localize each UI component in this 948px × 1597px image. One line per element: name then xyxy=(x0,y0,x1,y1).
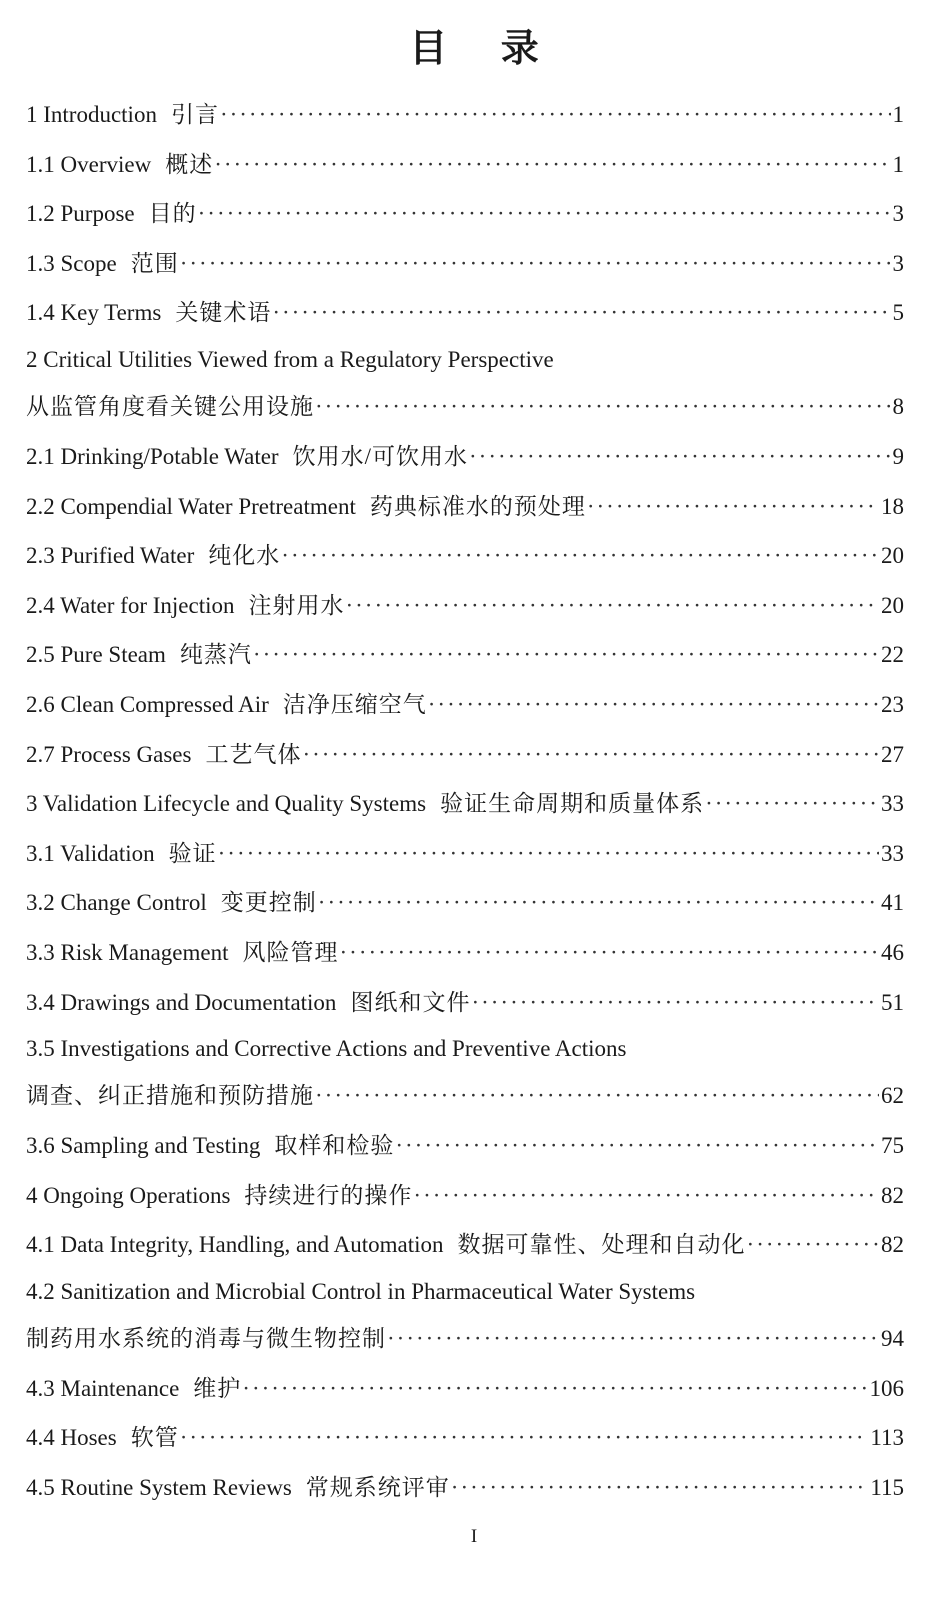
entry-english-title: 4 Ongoing Operations xyxy=(26,1182,231,1208)
entry-page-number: 20 xyxy=(881,592,904,618)
entry-english-title: 2 Critical Utilities Viewed from a Regulatory Perspective xyxy=(26,346,554,372)
toc-entry[interactable] xyxy=(26,140,904,190)
entry-chinese-title: 图纸和文件 xyxy=(350,989,471,1015)
entry-chinese-title: 关键术语 xyxy=(175,300,272,326)
entry-chinese-title: 引言 xyxy=(170,102,219,127)
entry-page-number: 62 xyxy=(881,1083,904,1109)
dot-leader xyxy=(387,1314,879,1364)
dot-leader xyxy=(413,1171,879,1221)
dot-leader xyxy=(587,482,879,532)
entry-page-number: 9 xyxy=(892,443,904,469)
entry-chinese-title: 常规系统评审 xyxy=(305,1475,450,1501)
entry-chinese-title: 注射用水 xyxy=(248,592,345,618)
toc-entry[interactable] xyxy=(26,1121,904,1171)
entry-english-title: 3.5 Investigations and Corrective Actions and Preventive Actions xyxy=(26,1036,627,1062)
entry-page-number: 115 xyxy=(870,1475,904,1501)
entry-english-title: 3.6 Sampling and Testing xyxy=(26,1133,261,1159)
entry-page-number: 1 xyxy=(892,102,904,127)
entry-chinese-title: 持续进行的操作 xyxy=(244,1182,413,1208)
entry-page-number: 82 xyxy=(881,1232,904,1258)
entry-page-number: 3 xyxy=(892,250,904,276)
dot-leader xyxy=(214,140,890,190)
dot-leader xyxy=(318,878,879,928)
toc-entry-two-line[interactable] xyxy=(26,338,904,432)
dot-leader xyxy=(428,680,879,730)
entry-chinese-title: 概述 xyxy=(165,151,214,177)
entry-chinese-title: 调查、纠正措施和预防措施 xyxy=(26,1083,314,1109)
entry-chinese-title: 制药用水系统的消毒与微生物控制 xyxy=(26,1325,386,1351)
dot-leader xyxy=(345,581,879,631)
entry-english-title: 1.3 Scope xyxy=(26,250,117,276)
entry-english-title: 3.1 Validation xyxy=(26,840,155,866)
entry-english-title: 3.2 Change Control xyxy=(26,890,207,916)
entry-chinese-title: 维护 xyxy=(193,1375,242,1401)
entry-page-number: 33 xyxy=(881,791,904,817)
entry-chinese-title: 风险管理 xyxy=(242,939,339,965)
dot-leader xyxy=(253,630,879,680)
entry-english-title: 3.3 Risk Management xyxy=(26,939,229,965)
entry-page-number: 33 xyxy=(881,840,904,866)
entry-english-title: 4.2 Sanitization and Microbial Control in Pharmaceutical Water Systems xyxy=(26,1278,696,1304)
toc-entry[interactable] xyxy=(26,630,904,680)
entry-chinese-title: 目的 xyxy=(148,201,197,227)
entry-page-number: 106 xyxy=(869,1375,904,1401)
entry-page-number: 27 xyxy=(881,741,904,767)
entry-english-title: 2.7 Process Gases xyxy=(26,741,192,767)
toc-title: 目 录 xyxy=(409,28,561,70)
entry-chinese-title: 数据可靠性、处理和自动化 xyxy=(457,1232,746,1258)
toc-entry[interactable] xyxy=(26,531,904,581)
toc-entry[interactable] xyxy=(26,978,904,1028)
toc-entry[interactable] xyxy=(26,928,904,978)
entry-english-title: 4.3 Maintenance xyxy=(26,1375,180,1401)
dot-leader xyxy=(469,432,891,482)
toc-entry[interactable] xyxy=(26,1171,904,1221)
toc-entry[interactable] xyxy=(26,288,904,338)
toc-list xyxy=(26,90,904,1513)
dot-leader xyxy=(281,531,879,581)
entry-chinese-title: 从监管角度看关键公用设施 xyxy=(26,393,314,419)
entry-chinese-title: 取样和检验 xyxy=(274,1133,395,1159)
toc-entry[interactable] xyxy=(26,432,904,482)
dot-leader xyxy=(302,730,879,780)
toc-entry[interactable] xyxy=(26,730,904,780)
entry-chinese-title: 药典标准水的预处理 xyxy=(369,493,586,519)
toc-entry[interactable] xyxy=(26,482,904,532)
toc-entry[interactable] xyxy=(26,878,904,928)
toc-entry[interactable] xyxy=(26,581,904,631)
dot-leader xyxy=(340,928,880,978)
entry-chinese-title: 纯蒸汽 xyxy=(179,642,252,668)
entry-english-title: 2.1 Drinking/Potable Water xyxy=(26,443,279,469)
entry-english-title: 2.2 Compendial Water Pretreatment xyxy=(26,493,356,519)
entry-chinese-title: 范围 xyxy=(130,250,179,276)
dot-leader xyxy=(218,829,879,879)
entry-english-title: 3 Validation Lifecycle and Quality Systems xyxy=(26,791,427,817)
entry-english-title: 2.4 Water for Injection xyxy=(26,592,235,618)
dot-leader xyxy=(395,1121,879,1171)
entry-english-title: 1.1 Overview xyxy=(26,151,152,177)
entry-english-title: 1.4 Key Terms xyxy=(26,300,162,326)
toc-entry-two-line[interactable] xyxy=(26,1027,904,1121)
page-folio: I xyxy=(470,1526,478,1547)
dot-leader xyxy=(180,239,891,289)
dot-leader xyxy=(198,189,891,239)
dot-leader xyxy=(705,779,879,829)
dot-leader xyxy=(242,1364,867,1414)
toc-entry[interactable] xyxy=(26,1364,904,1414)
entry-page-number: 20 xyxy=(881,543,904,569)
dot-leader xyxy=(471,978,879,1028)
entry-chinese-title: 验证生命周期和质量体系 xyxy=(440,791,705,817)
toc-entry[interactable] xyxy=(26,90,904,140)
entry-page-number: 113 xyxy=(870,1425,904,1451)
entry-english-title: 3.4 Drawings and Documentation xyxy=(26,989,337,1015)
toc-entry-two-line[interactable] xyxy=(26,1270,904,1364)
entry-page-number: 51 xyxy=(881,989,904,1015)
toc-entry[interactable] xyxy=(26,1413,904,1463)
entry-page-number: 23 xyxy=(881,691,904,717)
entry-page-number: 5 xyxy=(892,300,904,326)
dot-leader xyxy=(220,90,891,140)
dot-leader xyxy=(272,288,890,338)
entry-page-number: 22 xyxy=(881,642,904,668)
entry-english-title: 4.5 Routine System Reviews xyxy=(26,1475,292,1501)
entry-chinese-title: 工艺气体 xyxy=(205,741,302,767)
entry-page-number: 41 xyxy=(881,890,904,916)
toc-entry[interactable] xyxy=(26,829,904,879)
entry-chinese-title: 纯化水 xyxy=(208,543,281,569)
entry-english-title: 2.3 Purified Water xyxy=(26,543,195,569)
toc-entry[interactable] xyxy=(26,779,904,829)
entry-chinese-title: 饮用水/可饮用水 xyxy=(292,443,468,469)
entry-page-number: 18 xyxy=(881,493,904,519)
entry-chinese-title: 洁净压缩空气 xyxy=(282,691,427,717)
dot-leader xyxy=(180,1413,869,1463)
dot-leader xyxy=(315,382,891,432)
toc-entry[interactable] xyxy=(26,1463,904,1513)
toc-entry[interactable] xyxy=(26,189,904,239)
entry-page-number: 3 xyxy=(892,201,904,227)
entry-page-number: 1 xyxy=(892,151,904,177)
entry-chinese-title: 验证 xyxy=(168,840,217,866)
entry-page-number: 94 xyxy=(881,1325,904,1351)
entry-page-number: 46 xyxy=(881,939,904,965)
toc-entry[interactable] xyxy=(26,239,904,289)
dot-leader xyxy=(747,1220,879,1270)
dot-leader xyxy=(315,1071,879,1121)
entry-english-title: 1.2 Purpose xyxy=(26,201,135,227)
entry-page-number: 82 xyxy=(881,1182,904,1208)
entry-english-title: 1 Introduction xyxy=(26,102,157,127)
dot-leader xyxy=(451,1463,869,1513)
entry-page-number: 75 xyxy=(881,1133,904,1159)
toc-entry[interactable] xyxy=(26,1220,904,1270)
entry-english-title: 2.5 Pure Steam xyxy=(26,642,166,668)
entry-chinese-title: 软管 xyxy=(130,1425,179,1451)
entry-english-title: 4.4 Hoses xyxy=(26,1425,117,1451)
entry-chinese-title: 变更控制 xyxy=(220,890,317,916)
entry-english-title: 2.6 Clean Compressed Air xyxy=(26,691,269,717)
entry-english-title: 4.1 Data Integrity, Handling, and Automation xyxy=(26,1232,444,1258)
entry-page-number: 8 xyxy=(892,393,904,419)
toc-entry[interactable] xyxy=(26,680,904,730)
